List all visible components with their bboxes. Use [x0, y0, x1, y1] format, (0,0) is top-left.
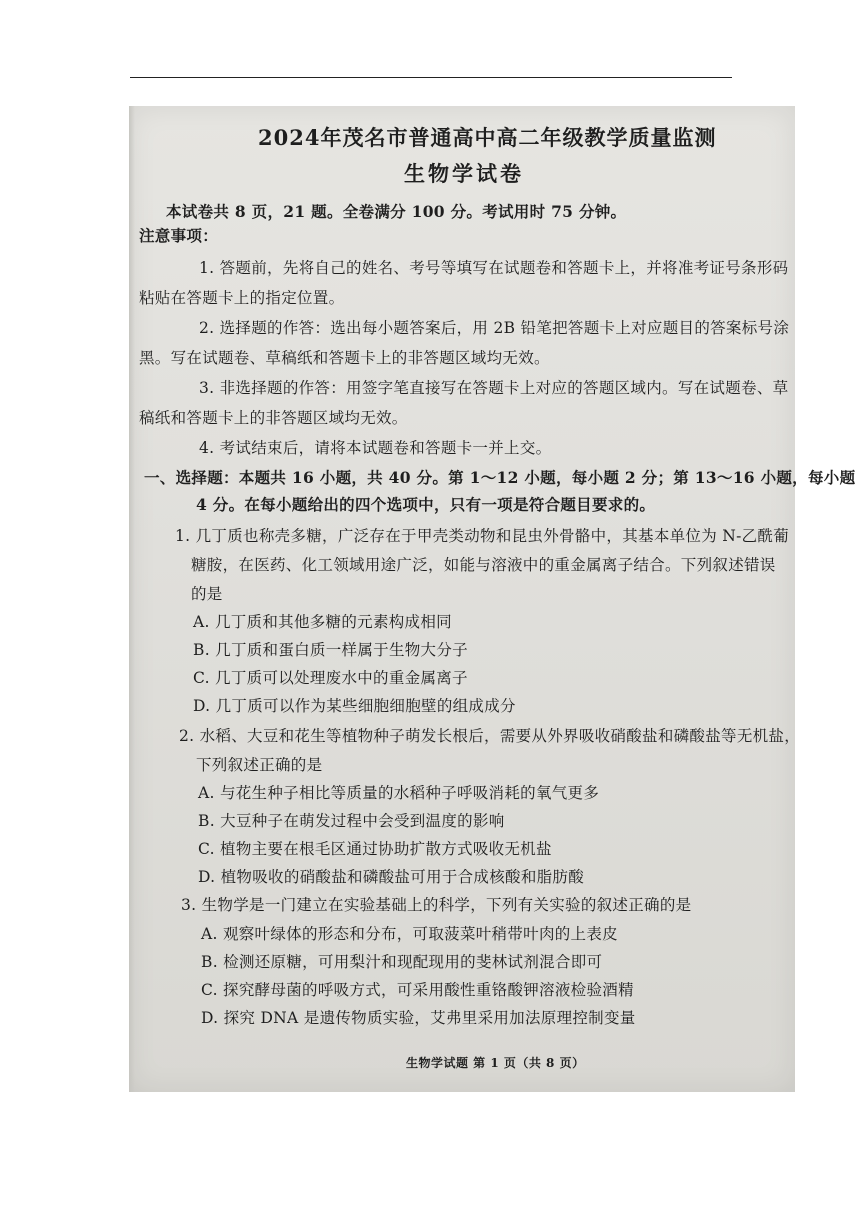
- instruction-4: 4. 考试结束后，请将本试题卷和答题卡一并上交。: [199, 439, 552, 457]
- question-2-stem-line-2: 下列叙述正确的是: [196, 756, 323, 774]
- exam-summary: 本试卷共 8 页，21 题。全卷满分 100 分。考试用时 75 分钟。: [166, 202, 627, 221]
- exam-subtitle: 生物学试卷: [404, 161, 524, 186]
- question-3-option-d: D. 探究 DNA 是遗传物质实验，艾弗里采用加法原理控制变量: [201, 1009, 636, 1027]
- notice-heading: 注意事项：: [139, 226, 219, 245]
- question-2-option-b: B. 大豆种子在萌发过程中会受到温度的影响: [198, 812, 505, 830]
- instruction-2-line-1: 2. 选择题的作答：选出每小题答案后，用 2B 铅笔把答题卡上对应题目的答案标号涂: [199, 319, 790, 337]
- section-1-heading-line-1: 一、选择题：本题共 16 小题，共 40 分。第 1～12 小题，每小题 2 分；第 13～16 小题，每小题: [144, 468, 856, 487]
- section-1-heading-line-2: 4 分。在每小题给出的四个选项中，只有一项是符合题目要求的。: [196, 495, 656, 514]
- question-1-stem-line-2: 糖胺，在医药、化工领域用途广泛，如能与溶液中的重金属离子结合。下列叙述错误: [191, 556, 776, 574]
- question-1-option-d: D. 几丁质可以作为某些细胞细胞壁的组成成分: [193, 697, 516, 715]
- question-3-stem-line-1: 3. 生物学是一门建立在实验基础上的科学，下列有关实验的叙述正确的是: [181, 896, 692, 914]
- exam-title: 2024年茂名市普通高中高二年级教学质量监测: [258, 125, 717, 150]
- question-3-option-a: A. 观察叶绿体的形态和分布，可取菠菜叶稍带叶肉的上表皮: [201, 925, 618, 943]
- question-2-stem-line-1: 2. 水稻、大豆和花生等植物种子萌发长根后，需要从外界吸收硝酸盐和磷酸盐等无机盐，: [179, 727, 801, 745]
- page-footer: 生物学试题 第 1 页（共 8 页）: [406, 1056, 585, 1070]
- question-2-option-a: A. 与花生种子相比等质量的水稻种子呼吸消耗的氧气更多: [198, 784, 600, 802]
- paper-edge-shadow: [129, 106, 135, 1092]
- question-1-option-b: B. 几丁质和蛋白质一样属于生物大分子: [193, 641, 468, 659]
- question-1-stem-line-1: 1. 几丁质也称壳多糖，广泛存在于甲壳类动物和昆虫外骨骼中，其基本单位为 N-乙酰葡: [175, 527, 790, 545]
- question-1-option-c: C. 几丁质可以处理废水中的重金属离子: [193, 669, 468, 687]
- question-1-stem-line-3: 的是: [191, 585, 223, 603]
- header-rule: [130, 77, 732, 78]
- instruction-1-line-1: 1. 答题前，先将自己的姓名、考号等填写在试题卷和答题卡上，并将准考证号条形码: [199, 259, 789, 277]
- question-1-option-a: A. 几丁质和其他多糖的元素构成相同: [193, 613, 452, 631]
- instruction-3-line-2: 稿纸和答题卡上的非答题区域均无效。: [139, 409, 408, 427]
- exam-paper-photo: [129, 106, 795, 1092]
- question-2-option-c: C. 植物主要在根毛区通过协助扩散方式吸收无机盐: [198, 840, 552, 858]
- question-3-option-c: C. 探究酵母菌的呼吸方式，可采用酸性重铬酸钾溶液检验酒精: [201, 981, 634, 999]
- question-2-option-d: D. 植物吸收的硝酸盐和磷酸盐可用于合成核酸和脂肪酸: [198, 868, 585, 886]
- instruction-1-line-2: 粘贴在答题卡上的指定位置。: [139, 289, 345, 307]
- instruction-2-line-2: 黑。写在试题卷、草稿纸和答题卡上的非答题区域均无效。: [139, 349, 550, 367]
- instruction-3-line-1: 3. 非选择题的作答：用签字笔直接写在答题卡上对应的答题区域内。写在试题卷、草: [199, 379, 789, 397]
- question-3-option-b: B. 检测还原糖，可用梨汁和现配现用的斐林试剂混合即可: [201, 953, 603, 971]
